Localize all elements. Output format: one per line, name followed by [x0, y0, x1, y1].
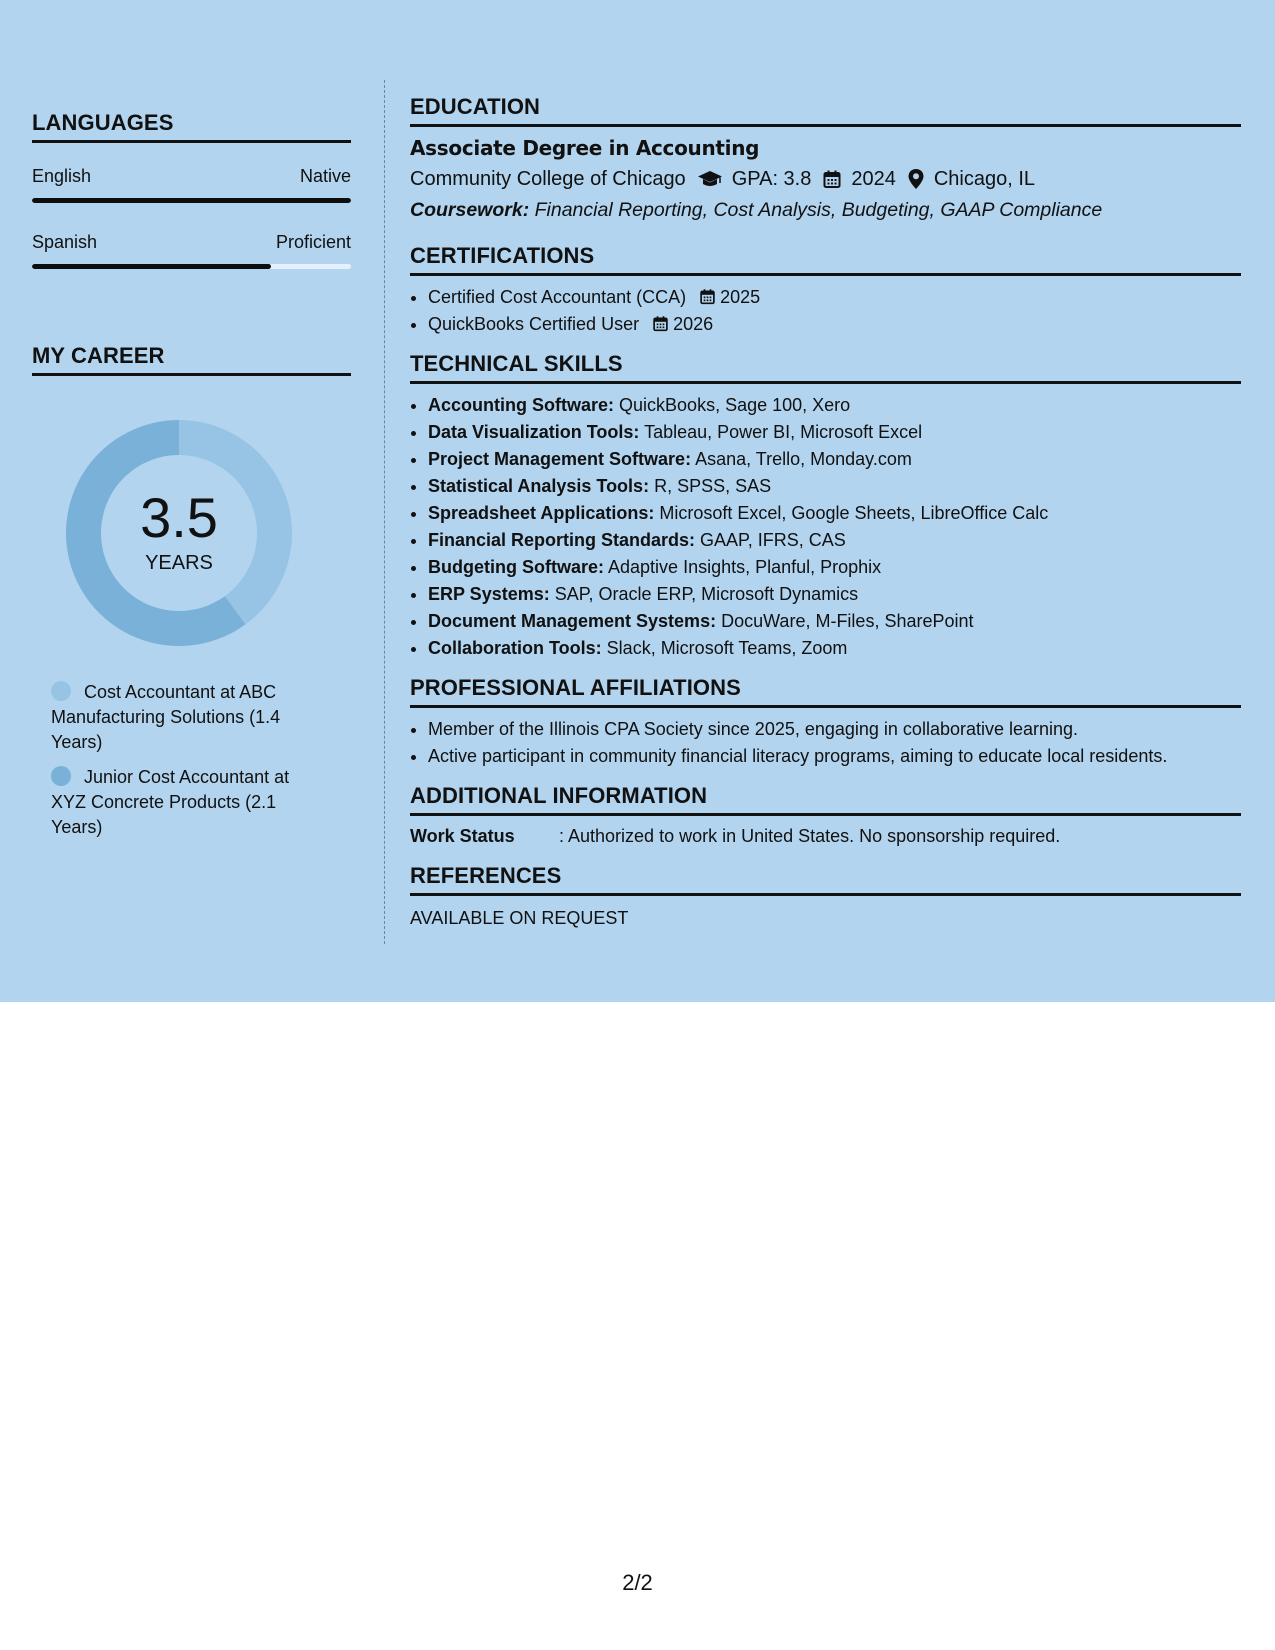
language-name: Spanish — [32, 232, 98, 252]
language-level-fill — [32, 264, 271, 269]
career-legend-item — [51, 680, 311, 755]
language-level-bar — [32, 264, 351, 269]
skill-values: DocuWare, M-Files, SharePoint — [721, 611, 974, 631]
donut-center — [66, 420, 292, 646]
calendar-icon — [699, 288, 716, 305]
skill-category: Financial Reporting Standards: — [428, 530, 696, 550]
skill-item — [428, 419, 1241, 446]
career-section — [32, 343, 351, 840]
education-section — [410, 94, 1241, 222]
skill-category: Data Visualization Tools: — [428, 422, 640, 442]
left-column — [32, 110, 351, 850]
calendar-icon — [822, 169, 842, 189]
skill-category: Document Management Systems: — [428, 611, 717, 631]
languages-section — [32, 110, 351, 269]
affiliation-item: • Active participant in community financial literacy programs, aiming to educate local residents. — [428, 743, 1241, 770]
education-location: Chicago, IL — [933, 168, 1036, 190]
skill-values: GAAP, IFRS, CAS — [700, 530, 846, 550]
skill-item — [428, 581, 1241, 608]
affiliations-title: PROFESSIONAL AFFILIATIONS — [410, 675, 1241, 708]
references-section — [410, 863, 1241, 930]
certifications-list — [410, 284, 1241, 338]
work-status-label: Work Status — [410, 826, 515, 846]
certification-name: Certified Cost Accountant (CCA) — [428, 287, 687, 307]
skill-values: Slack, Microsoft Teams, Zoom — [606, 638, 848, 658]
skill-values: Asana, Trello, Monday.com — [695, 449, 912, 469]
certification-item — [428, 284, 1241, 311]
certification-name: QuickBooks Certified User — [428, 314, 640, 334]
column-divider — [384, 80, 385, 944]
skill-values: R, SPSS, SAS — [654, 476, 772, 496]
skill-item — [428, 473, 1241, 500]
references-text: AVAILABLE ON REQUEST — [410, 908, 629, 928]
language-row — [32, 231, 351, 253]
skill-category: Budgeting Software: — [428, 557, 604, 577]
career-legend-item — [51, 765, 311, 840]
education-details — [410, 167, 1241, 191]
career-donut-chart — [66, 420, 292, 646]
skill-item — [428, 392, 1241, 419]
skill-item — [428, 446, 1241, 473]
page-number: 2/2 — [622, 1570, 653, 1595]
calendar-icon — [652, 315, 669, 332]
skill-category: Accounting Software: — [428, 395, 615, 415]
skills-list — [410, 392, 1241, 662]
skill-category: ERP Systems: — [428, 584, 550, 604]
career-legend-label: Cost Accountant at ABC Manufacturing Solutions (1.4 Years) — [51, 682, 281, 752]
skill-values: SAP, Oracle ERP, Microsoft Dynamics — [554, 584, 859, 604]
work-status-value: : Authorized to work in United States. No sponsorship required. — [559, 826, 1061, 846]
education-degree: Associate Degree in Accounting — [410, 136, 760, 160]
right-column — [410, 94, 1241, 930]
skill-category: Statistical Analysis Tools: — [428, 476, 650, 496]
education-title: EDUCATION — [410, 94, 1241, 127]
skill-values: QuickBooks, Sage 100, Xero — [619, 395, 851, 415]
work-status-row — [410, 824, 1241, 848]
language-level-bar — [32, 198, 351, 203]
education-gpa: GPA: 3.8 — [731, 168, 812, 190]
skill-item — [428, 554, 1241, 581]
affiliations-list — [410, 716, 1241, 770]
skills-section — [410, 351, 1241, 662]
skill-item — [428, 527, 1241, 554]
skill-values: Adaptive Insights, Planful, Prophix — [608, 557, 882, 577]
languages-list — [32, 165, 351, 269]
certification-year: 2025 — [720, 287, 761, 307]
certification-item — [428, 311, 1241, 338]
career-title: MY CAREER — [32, 343, 351, 376]
career-legend-label: Junior Cost Accountant at XYZ Concrete Products (2.1 Years) — [51, 767, 290, 837]
language-level-fill — [32, 198, 351, 203]
skill-item — [428, 500, 1241, 527]
graduation-cap-icon — [697, 169, 723, 189]
skill-category: Collaboration Tools: — [428, 638, 602, 658]
skill-item — [428, 635, 1241, 662]
skill-item — [428, 608, 1241, 635]
certifications-section — [410, 243, 1241, 338]
coursework-label: Coursework: — [410, 199, 530, 221]
references-title: REFERENCES — [410, 863, 1241, 896]
skill-values: Tableau, Power BI, Microsoft Excel — [644, 422, 923, 442]
language-item — [32, 231, 351, 269]
coursework-text: Financial Reporting, Cost Analysis, Budgeting, GAAP Compliance — [534, 199, 1103, 221]
skill-values: Microsoft Excel, Google Sheets, LibreOffice Calc — [659, 503, 1049, 523]
language-level: Proficient — [275, 232, 351, 252]
certifications-title: CERTIFICATIONS — [410, 243, 1241, 276]
education-coursework — [410, 198, 1241, 222]
affiliations-section — [410, 675, 1241, 770]
legend-dot-icon — [51, 766, 71, 786]
skills-title: TECHNICAL SKILLS — [410, 351, 1241, 384]
additional-section — [410, 783, 1241, 848]
education-school: Community College of Chicago — [410, 168, 686, 190]
certification-year: 2026 — [673, 314, 714, 334]
language-item — [32, 165, 351, 203]
location-pin-icon — [907, 168, 925, 190]
language-row — [32, 165, 351, 187]
career-legend — [32, 680, 351, 840]
skill-category: Project Management Software: — [428, 449, 692, 469]
career-total-unit: YEARS — [145, 552, 213, 574]
education-year: 2024 — [851, 168, 896, 190]
skill-category: Spreadsheet Applications: — [428, 503, 655, 523]
languages-title: LANGUAGES — [32, 110, 351, 143]
legend-dot-icon — [51, 681, 71, 701]
additional-title: ADDITIONAL INFORMATION — [410, 783, 1241, 816]
language-level: Native — [299, 166, 351, 186]
language-name: English — [32, 166, 92, 186]
affiliation-item: • Member of the Illinois CPA Society since 2025, engaging in collaborative learning. — [428, 716, 1241, 743]
career-total-years: 3.5 — [140, 486, 218, 549]
